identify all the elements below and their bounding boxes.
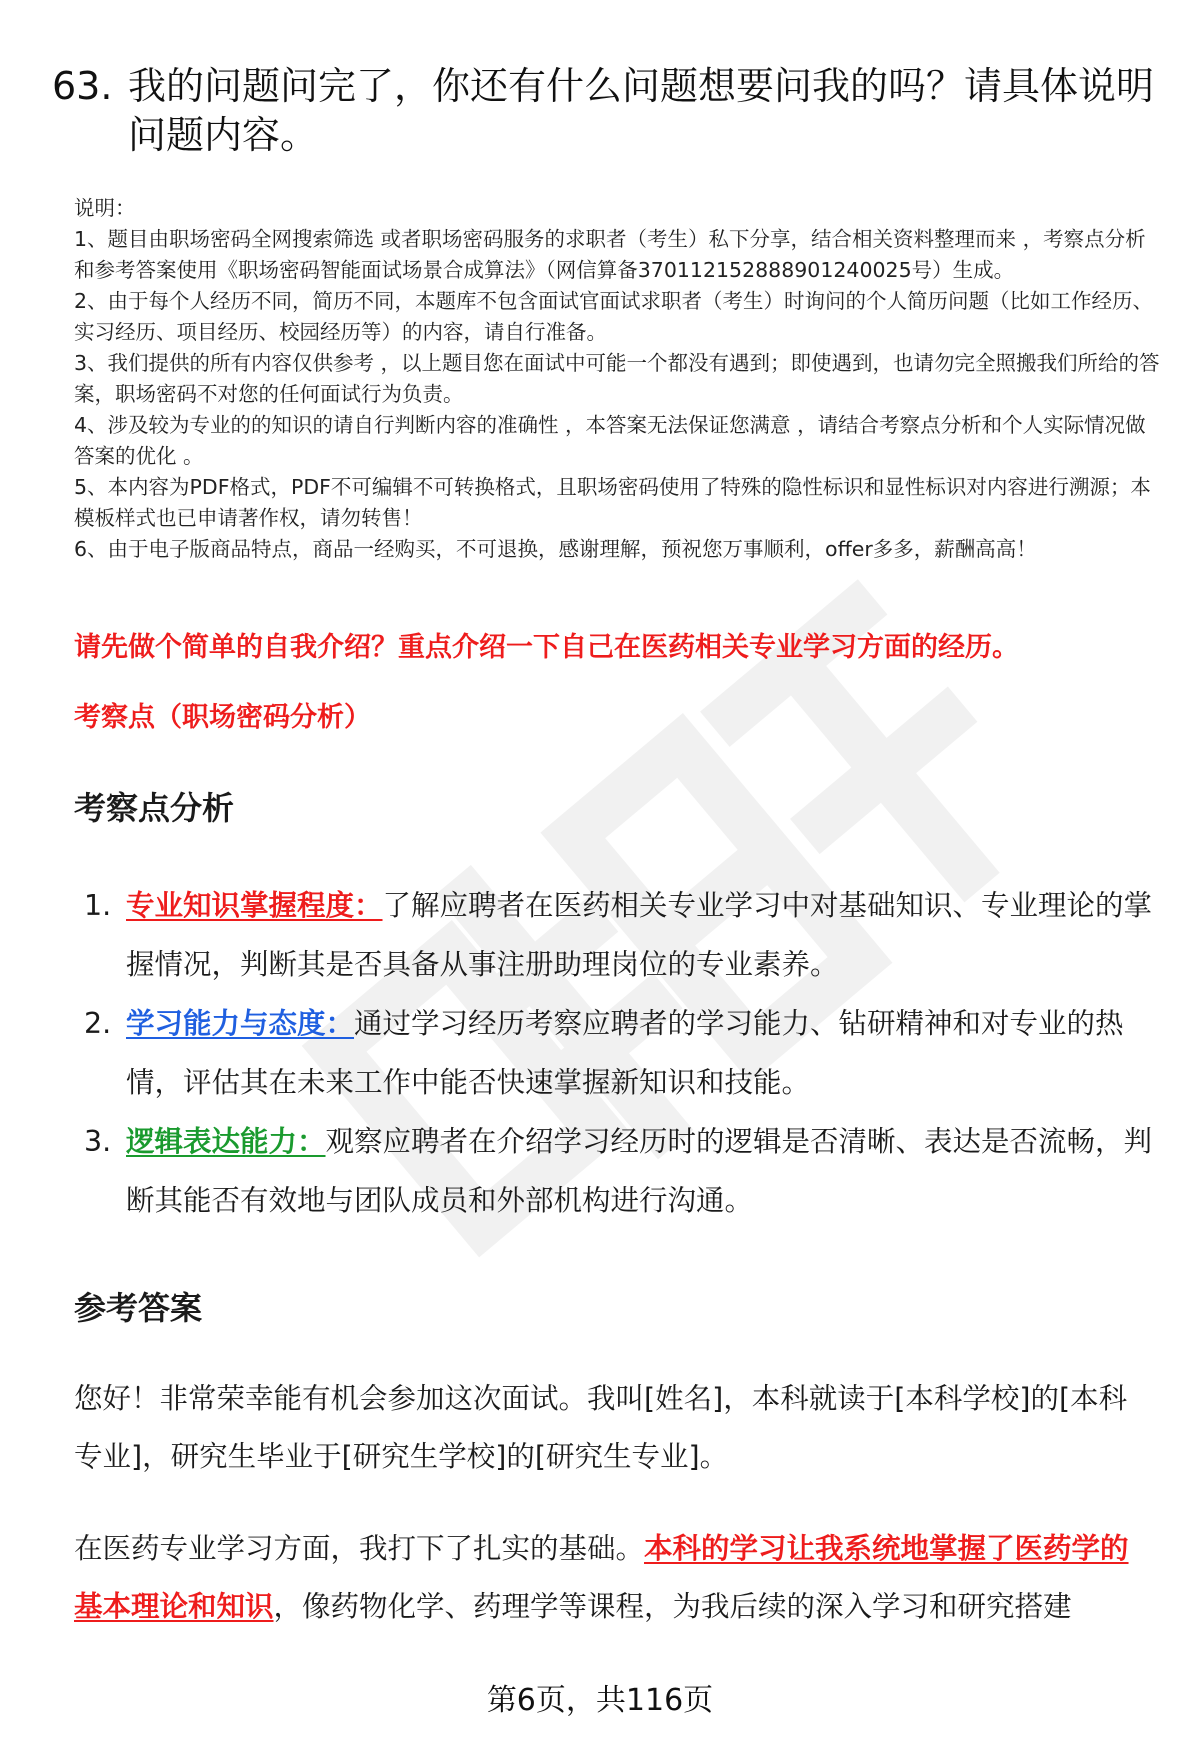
analysis-index: 1. (84, 889, 112, 922)
analysis-text: 了解应聘者在医药相关专业学习中对基础知识、专业理论的掌握情况，判断其是否具备从事注册助理岗位的专业素养。 (126, 889, 1153, 981)
analysis-item (74, 876, 1154, 994)
analysis-subtitle: 考察点（职场密码分析） (74, 702, 371, 733)
answer-paragraph-1: 您好！非常荣幸能有机会参加这次面试。我叫[姓名]，本科就读于[本科学校]的[本科专业]，研究生毕业于[研究生学校]的[研究生专业]。 (74, 1382, 1128, 1473)
analysis-heading: 考察点分析 (74, 789, 235, 827)
analysis-item (74, 994, 1154, 1112)
note-item: 2、由于每个人经历不同，简历不同，本题库不包含面试官面试求职者（考生）时询问的个人简历问题（比如工作经历、实习经历、项目经历、校园经历等）的内容，请自行准备。 (74, 289, 1154, 344)
analysis-list (74, 876, 1154, 1230)
note-item: 6、由于电子版商品特点，商品一经购买，不可退换，感谢理解，预祝您万事顺利，offer多多，薪酬高高！ (74, 537, 1037, 561)
notes-heading: 说明： (74, 196, 136, 220)
note-item: 1、题目由职场密码全网搜索筛选 或者职场密码服务的求职者（考生）私下分享，结合相关资料整理而来 ，考察点分析和参考答案使用《职场密码智能面试场景合成算法》（网信算备370112152888901240025号）生成。 (74, 227, 1146, 282)
disclaimer-notes (74, 193, 1164, 565)
answer-paragraph-2 (74, 1520, 1154, 1636)
analysis-keyword: 专业知识掌握程度： (126, 889, 383, 922)
analysis-item (74, 1112, 1154, 1230)
note-item: 4、涉及较为专业的的知识的请自行判断内容的准确性 ，本答案无法保证您满意 ，请结合考察点分析和个人实际情况做答案的优化 。 (74, 413, 1146, 468)
analysis-index: 2. (84, 1007, 112, 1040)
note-item: 3、我们提供的所有内容仅供参考 ，以上题目您在面试中可能一个都没有遇到；即使遇到，也请勿完全照搬我们所给的答案，职场密码不对您的任何面试行为负责。 (74, 351, 1160, 406)
analysis-text: 观察应聘者在介绍学习经历时的逻辑是否清晰、表达是否流畅，判断其能否有效地与团队成员和外部机构进行沟通。 (126, 1125, 1153, 1217)
answer-text: 在医药专业学习方面，我打下了扎实的基础。 (74, 1532, 645, 1565)
answer-heading: 参考答案 (74, 1289, 203, 1327)
question-number: 63. (52, 64, 113, 108)
question-text: 我的问题问完了，你还有什么问题想要问我的吗？请具体说明问题内容。 (128, 64, 1155, 157)
analysis-text: 通过学习经历考察应聘者的学习能力、钻研精神和对专业的热情，评估其在未来工作中能否快速掌握新知识和技能。 (126, 1007, 1124, 1099)
page-footer: 第6页，共116页 (486, 1683, 714, 1718)
analysis-keyword: 学习能力与态度： (126, 1007, 355, 1040)
interview-question: 请先做个简单的自我介绍？重点介绍一下自己在医药相关专业学习方面的经历。 (74, 632, 1019, 663)
question-title (52, 62, 1162, 160)
answer-text: ，像药物化学、药理学等课程，为我后续的深入学习和研究搭建 (273, 1590, 1072, 1623)
note-item: 5、本内容为PDF格式，PDF不可编辑不可转换格式，且职场密码使用了特殊的隐性标识和显性标识对内容进行溯源；本模板样式也已申请著作权，请勿转售！ (74, 475, 1151, 530)
answer-highlight: 本科的学习让我系统地掌握了医药学的基本理论和知识 (74, 1532, 1129, 1623)
analysis-index: 3. (84, 1125, 112, 1158)
analysis-keyword: 逻辑表达能力： (126, 1125, 326, 1158)
